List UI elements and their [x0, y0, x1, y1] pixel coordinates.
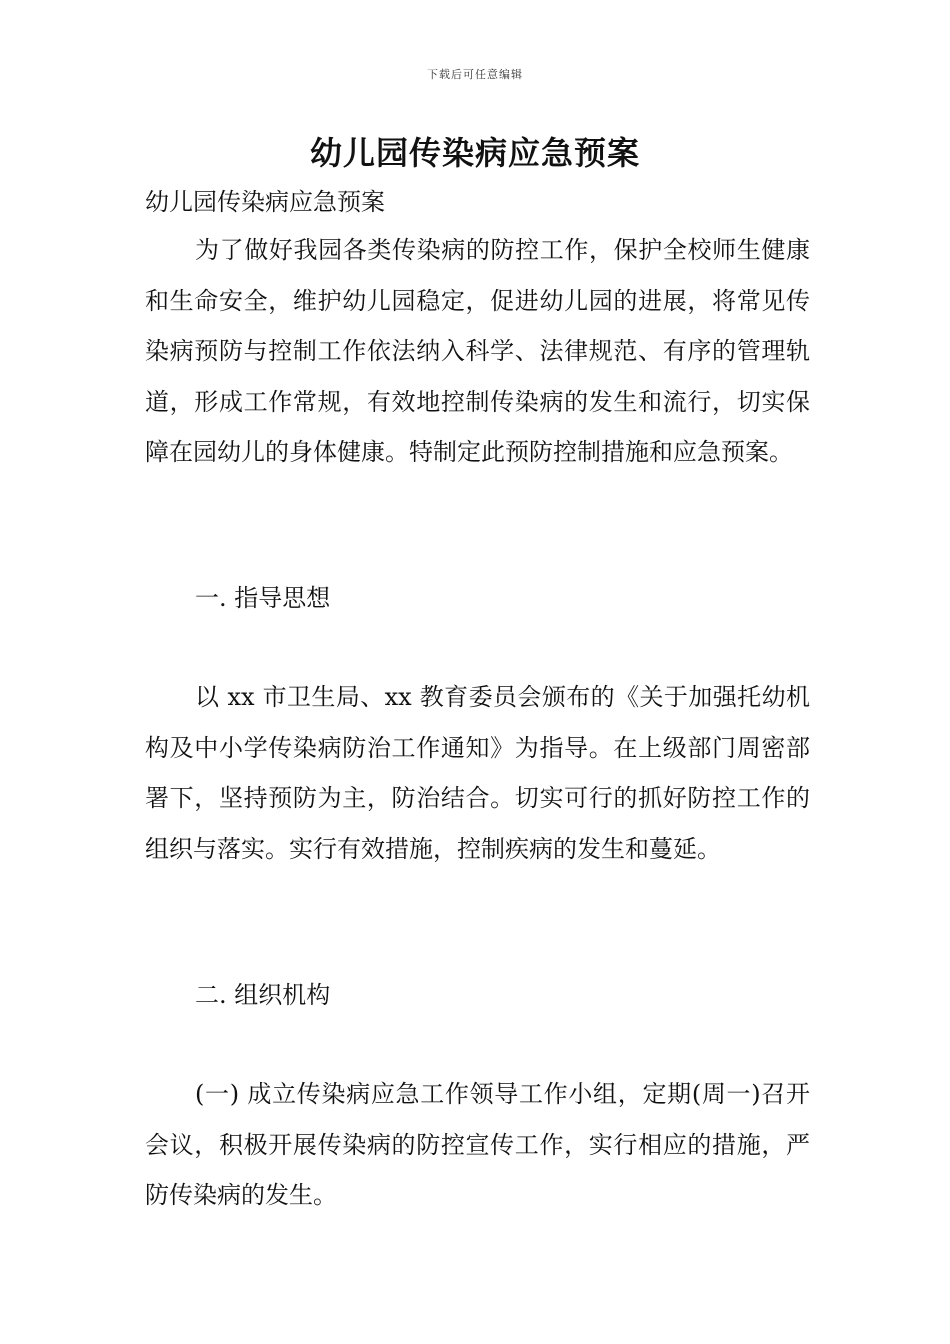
document-title: 幼儿园传染病应急预案	[309, 134, 640, 172]
intro-paragraph: 为了做好我园各类传染病的防控工作，保护全校师生健康和生命安全，维护幼儿园稳定，促进幼儿园的进展，将常见传染病预防与控制工作依法纳入科学、法律规范、有序的管理轨道，形成工作常规，有效地控制传染病的发生和流行，切实保障在园幼儿的身体健康。特制定此预防控制措施和应急预案。	[145, 236, 810, 466]
section-paragraph-guiding-ideology: 以 xx 市卫生局、xx 教育委员会颁布的《关于加强托幼机构及中小学传染病防治工作通知》为指导。在上级部门周密部署下，坚持预防为主，防治结合。切实可行的抓好防控工作的组织与落实。实行有效措施，控制疾病的发生和蔓延。	[145, 683, 810, 863]
page-header-note: 下载后可任意编辑	[427, 68, 523, 81]
section-paragraph-organization: (一) 成立传染病应急工作领导工作小组，定期(周一)召开会议，积极开展传染病的防控宣传工作，实行相应的措施，严防传染病的发生。	[145, 1080, 810, 1209]
section-heading-guiding-ideology: 一. 指导思想	[195, 584, 331, 612]
section-heading-organization: 二. 组织机构	[195, 981, 331, 1009]
document-subtitle: 幼儿园传染病应急预案	[145, 188, 385, 216]
